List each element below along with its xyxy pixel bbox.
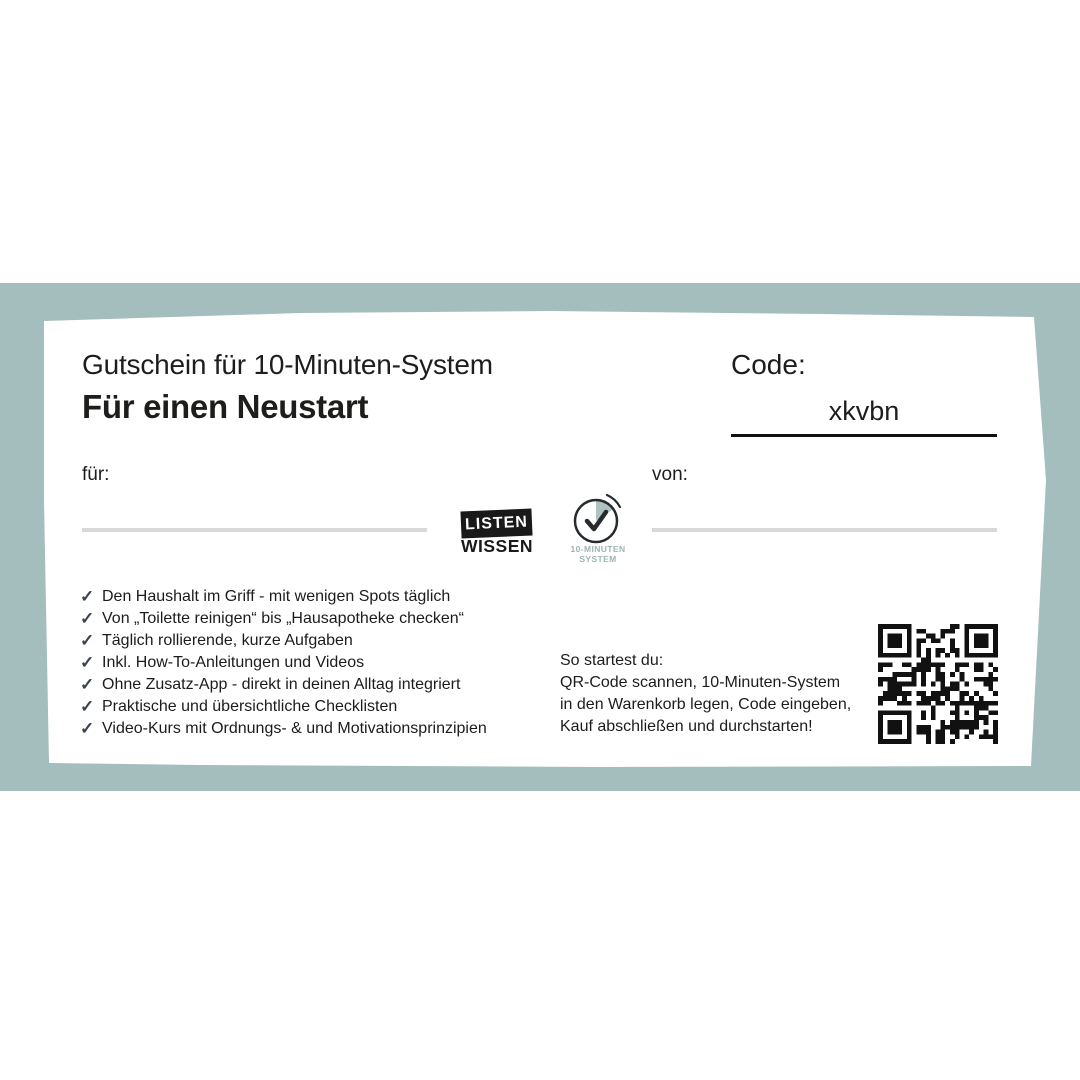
code-underline [731, 434, 997, 437]
clock-check-icon [566, 487, 630, 551]
feature-text: Den Haushalt im Griff - mit wenigen Spots täglich [102, 588, 451, 605]
feature-text: Ohne Zusatz-App - direkt in deinen Alltag integriert [102, 676, 461, 693]
listenwissen-badge [460, 508, 532, 538]
instructions-line: Kauf abschließen und durchstarten! [560, 718, 813, 735]
check-icon: ✓ [80, 719, 95, 738]
feature-text: Täglich rollierende, kurze Aufgaben [102, 632, 353, 649]
check-icon: ✓ [80, 697, 95, 716]
voucher-headline: Für einen Neustart [82, 388, 369, 425]
badge-text-bottom: WISSEN [460, 536, 534, 556]
feature-row [80, 696, 487, 718]
feature-row [80, 652, 487, 674]
feature-text: Praktische und übersichtliche Checklisten [102, 698, 398, 715]
feature-list [80, 586, 487, 740]
instructions-block [560, 650, 851, 738]
feature-row [80, 586, 487, 608]
instructions-line: in den Warenkorb legen, Code eingeben, [560, 696, 852, 713]
feature-text: Video-Kurs mit Ordnungs- & und Motivationsprinzipien [102, 720, 487, 737]
qr-code [878, 624, 998, 744]
feature-row [80, 674, 487, 696]
check-icon: ✓ [80, 631, 95, 650]
sender-write-line [652, 528, 997, 532]
feature-row [80, 608, 487, 630]
feature-row [80, 630, 487, 652]
badge-text-top: LISTEN [464, 513, 529, 533]
feature-text: Inkl. How-To-Anleitungen und Videos [102, 654, 365, 671]
check-icon: ✓ [80, 587, 95, 606]
feature-text: Von „Toilette reinigen“ bis „Hausapotheke checken“ [102, 610, 464, 627]
feature-row [80, 718, 487, 740]
check-icon: ✓ [80, 609, 95, 628]
recipient-write-line [82, 528, 427, 532]
check-icon: ✓ [80, 653, 95, 672]
clock-logo-line1: 10-MINUTEN [570, 544, 626, 554]
sender-label: von: [652, 464, 688, 485]
recipient-label: für: [82, 464, 110, 485]
instructions-title: So startest du: [560, 652, 664, 669]
voucher-title: Gutschein für 10-Minuten-System [82, 349, 493, 380]
code-value: xkvbn [828, 396, 900, 426]
clock-logo-line2: SYSTEM [579, 553, 617, 564]
instructions-line: QR-Code scannen, 10-Minuten-System [560, 674, 841, 691]
check-icon: ✓ [80, 675, 95, 694]
clock-logo-caption [552, 545, 644, 564]
code-label: Code: [731, 349, 806, 380]
